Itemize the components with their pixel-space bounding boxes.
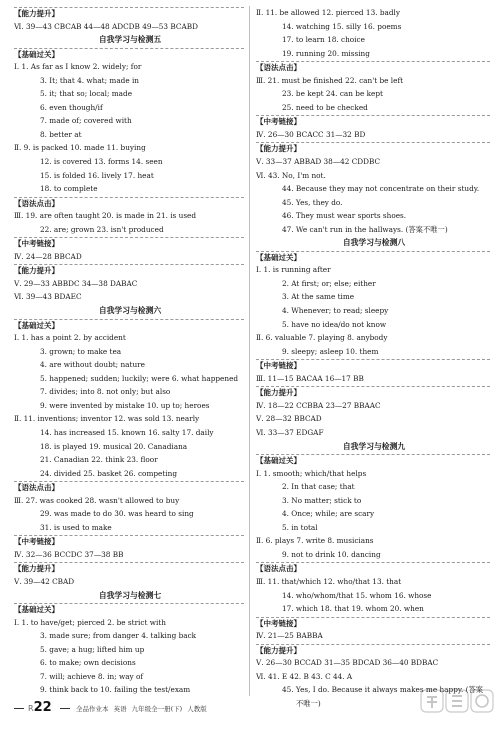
page-number (28, 700, 52, 715)
answer-line: 7. will; achieve 8. in; way of (40, 671, 144, 681)
answer-line: 9. sleepy; asleep 10. them (282, 346, 379, 356)
answer-line: 6. to make; own decisions (40, 658, 136, 668)
answer-line: Ⅲ. 27. was cooked 28. wasn't allowed to buy (14, 495, 180, 505)
section-tag-row (256, 60, 492, 74)
answer-line: 18. is played 19. musical 20. Canadiana (40, 441, 188, 451)
footer-dash-left (14, 708, 24, 709)
page-number-value: 22 (33, 700, 52, 715)
answer-line: 5. it; that so; local; made (40, 89, 133, 99)
answer-line: Ⅱ. 9. is packed 10. made 11. buying (14, 143, 146, 153)
answer-line: Ⅵ. 41. E 42. B 43. C 44. A (256, 671, 353, 681)
section-tag: 【中考链接】 (256, 361, 301, 371)
section-tag-row (256, 141, 492, 155)
section-tag-row (14, 236, 246, 250)
unit-heading: 自我学习与检测九 (342, 441, 406, 451)
answer-line: 22. are; grown 23. isn't produced (40, 224, 164, 234)
section-tag-row (14, 6, 246, 20)
section-tag: 【语法点击】 (14, 198, 59, 208)
section-tag: 【基础过关】 (14, 49, 59, 59)
answer-line: 3. At the same time (282, 292, 355, 302)
section-tag: 【语法点击】 (256, 63, 301, 73)
section-tag-row (256, 616, 492, 630)
section-tag-row (14, 480, 246, 494)
unit-heading: 自我学习与检测八 (342, 238, 406, 248)
section-tag-row (256, 453, 492, 467)
answer-line: 25. need to be checked (282, 102, 368, 112)
section-tag: 【中考链接】 (256, 618, 301, 628)
answer-line: Ⅴ. 33—37 ABBAD 38—42 CDDBC (256, 157, 381, 167)
section-tag-row (256, 561, 492, 575)
answer-line: 5. happened; sudden; luckily; were 6. what happened (40, 373, 239, 383)
section-tag: 【中考链接】 (14, 537, 59, 547)
answer-line: 3. grown; to make tea (40, 346, 122, 356)
answer-line: 29. was made to do 30. was heard to sing (40, 509, 194, 519)
answer-line: Ⅴ. 26—30 BCCAD 31—35 BDCAD 36—40 BDBAC (256, 658, 439, 668)
section-tag: 【语法点击】 (256, 564, 301, 574)
right-column (256, 6, 492, 710)
answer-line: 47. We can't run in the hallways. (答案不唯一) (282, 224, 448, 234)
answer-line: 12. is covered 13. forms 14. seen (40, 157, 163, 167)
answer-line: Ⅳ. 18—22 CCBBA 23—27 BBAAC (256, 400, 381, 410)
answer-line: Ⅱ. 11. inventions; inventor 12. was sold 13. nearly (14, 414, 200, 424)
section-tag: 【中考链接】 (256, 117, 301, 127)
answer-line: 8. better at (40, 129, 82, 139)
answer-line: Ⅰ. 1. to have/get; pierced 2. be strict with (14, 617, 166, 627)
answer-line: Ⅳ. 32—36 BCCDC 37—38 BB (14, 549, 124, 559)
section-tag: 【能力提升】 (14, 564, 59, 574)
section-tag: 【基础过关】 (256, 456, 301, 466)
answer-line: 21. Canadian 22. think 23. floor (40, 455, 158, 465)
answer-line: 5. have no idea/do not know (282, 319, 387, 329)
answer-line: 24. divided 25. basket 26. competing (40, 468, 177, 478)
answer-line: Ⅱ. 6. plays 7. write 8. musicians (256, 536, 374, 546)
answer-line: Ⅲ. 21. must be finished 22. can't be left (256, 75, 404, 85)
section-tag-row (256, 358, 492, 372)
section-tag: 【能力提升】 (256, 388, 301, 398)
answer-line: Ⅳ. 26—30 BCACC 31—32 BD (256, 129, 366, 139)
answer-line: Ⅴ. 29—33 ABBDC 34—38 DABAC (14, 278, 138, 288)
answer-line: Ⅲ. 11—15 BACAA 16—17 BB (256, 373, 364, 383)
answer-line: Ⅱ. 6. valuable 7. playing 8. anybody (256, 333, 388, 343)
unit-heading: 自我学习与检测六 (98, 306, 162, 316)
book-meta: 全品作业本 英语 九年级全一册(下) 人教版 (76, 705, 207, 713)
section-tag-row (14, 196, 246, 210)
section-tag-row (14, 47, 246, 61)
answer-line: Ⅰ. 1. has a point 2. by accident (14, 333, 126, 343)
answer-line: 6. even though/if (40, 102, 103, 112)
answer-line: 14. who/whom/that 15. whom 16. whose (282, 590, 432, 600)
answer-line: 7. divides; into 8. not only; but also (40, 387, 171, 397)
answer-line: 14. has increased 15. known 16. salty 17. daily (40, 427, 214, 437)
answer-line: Ⅰ. 1. smooth; which/that helps (256, 468, 367, 478)
left-column (14, 6, 246, 697)
answer-line: Ⅴ. 39—42 CBAD (14, 576, 75, 586)
answer-line: 9. were invented by mistake 10. up to; heroes (40, 400, 210, 410)
answer-line: 3. It; that 4. what; made in (40, 75, 140, 85)
answer-line: 15. is folded 16. lively 17. heat (40, 170, 154, 180)
section-tag: 【基础过关】 (14, 605, 59, 615)
section-tag: 【能力提升】 (256, 645, 301, 655)
unit-heading: 自我学习与检测五 (98, 35, 162, 45)
answer-line: Ⅳ. 21—25 BABBA (256, 631, 323, 641)
answer-line: 2. In that case; that (282, 482, 355, 492)
answer-line: Ⅳ. 24—28 BBCAD (14, 251, 82, 261)
answer-line: Ⅲ. 11. that/which 12. who/that 13. that (256, 576, 402, 586)
answer-line: 14. watching 15. silly 16. poems (282, 21, 402, 31)
section-tag: 【能力提升】 (14, 9, 59, 18)
unit-heading: 自我学习与检测七 (98, 590, 162, 600)
answer-line: 4. are without doubt; nature (40, 360, 145, 370)
answer-line: Ⅱ. 11. be allowed 12. pierced 13. badly (256, 8, 400, 17)
answer-line: 5. gave; a hug; lifted him up (40, 644, 145, 654)
section-tag-row (256, 250, 492, 264)
answer-line: 45. Yes, they do. (282, 197, 343, 207)
answer-line: 17. to learn 18. choice (282, 35, 365, 45)
answer-line: 4. Whenever; to read; sleepy (282, 306, 389, 316)
answer-line: 17. which 18. that 19. whom 20. when (282, 604, 424, 614)
answer-line: Ⅵ. 33—37 EDGAF (256, 427, 324, 437)
section-tag: 【基础过关】 (256, 252, 301, 262)
answer-line: 3. made sure; from danger 4. talking back (40, 631, 197, 641)
answer-line: 45. Yes, I do. Because it always makes me happy. (答案 (282, 685, 484, 695)
section-tag-row (14, 534, 246, 548)
watermark-logo (418, 687, 498, 727)
footer-dash-right (60, 708, 70, 709)
answer-line: Ⅵ. 39—43 BDAEC (14, 292, 82, 302)
answer-line: 9. not to drink 10. dancing (282, 549, 381, 559)
answer-line: 不唯一) (296, 698, 321, 708)
section-tag: 【中考链接】 (14, 239, 59, 249)
section-tag-row (256, 385, 492, 399)
answer-line: 4. Once; while; are scary (282, 509, 375, 519)
answer-line: 5. in total (282, 522, 318, 532)
column-divider (249, 6, 250, 696)
section-tag-row (14, 263, 246, 277)
page-number-prefix: R (28, 704, 34, 713)
answer-line: 9. think back to 10. failing the test/exam (40, 685, 191, 695)
answer-line: 44. Because they may not concentrate on their study. (282, 184, 480, 194)
answer-line: Ⅰ. 1. is running after (256, 265, 331, 275)
section-tag: 【能力提升】 (14, 266, 59, 276)
section-tag: 【基础过关】 (14, 320, 59, 330)
answer-line: 2. At first; or; else; either (282, 278, 376, 288)
answer-line: Ⅲ. 19. are often taught 20. is made in 21. is used (14, 211, 197, 221)
answer-line: 31. is used to make (40, 522, 112, 532)
answer-line: Ⅰ. 1. As far as I know 2. widely; for (14, 62, 142, 72)
answer-line: 19. running 20. missing (282, 48, 370, 58)
section-tag-row (14, 602, 246, 616)
section-tag-row (14, 318, 246, 332)
answer-line: Ⅵ. 43. No, I'm not. (256, 170, 326, 180)
answer-line: Ⅵ. 39—43 CBCAB 44—48 ADCDB 49—53 BCABD (14, 21, 198, 31)
answer-line: 46. They must wear sports shoes. (282, 211, 407, 221)
answer-line: 18. to complete (40, 184, 98, 194)
section-tag: 【语法点击】 (14, 483, 59, 493)
answer-line: 7. made of; covered with (40, 116, 132, 126)
section-tag-row (256, 114, 492, 128)
answer-line: 23. be kept 24. can be kept (282, 89, 383, 99)
answer-line: Ⅴ. 28—32 BBCAD (256, 414, 322, 424)
section-tag-row (14, 561, 246, 575)
section-tag: 【能力提升】 (256, 144, 301, 154)
section-tag-row (256, 643, 492, 657)
answer-line: 3. No matter; stick to (282, 495, 362, 505)
